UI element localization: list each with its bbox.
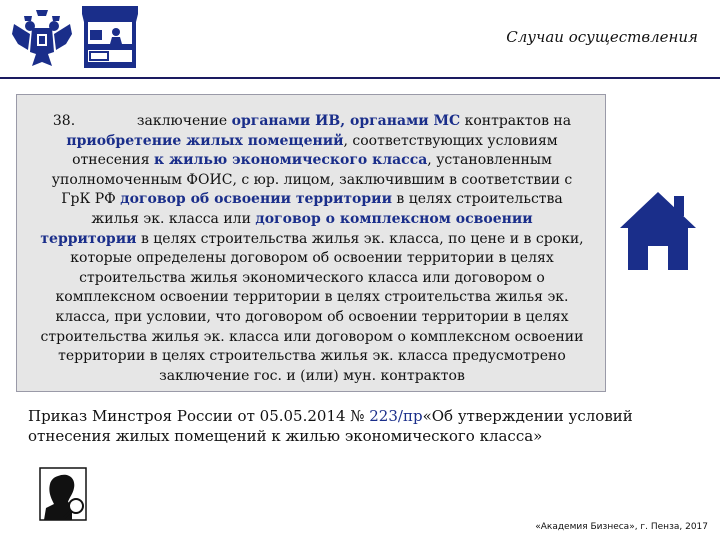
main-line (22, 328, 602, 348)
page-title: Случаи осуществления (506, 28, 698, 46)
highlighted-term: к жилью экономического класса (153, 152, 428, 169)
main-line (22, 210, 602, 230)
text-fragment: заключение гос. и (или) мун. контрактов (159, 367, 465, 384)
text-fragment: которые определены договором об освоении территории в целях (70, 250, 554, 267)
main-paragraph (22, 112, 602, 386)
main-line (22, 132, 602, 152)
text-fragment: в целях строительства жилья эк. класса, по цене и в сроки, (136, 230, 584, 247)
order-before: Приказ Минстроя России от 05.05.2014 № (28, 407, 370, 425)
main-line (22, 308, 602, 328)
house-icon (618, 190, 698, 272)
highlighted-term: органами ИВ, органами МС (231, 113, 461, 129)
header-divider (0, 77, 720, 79)
text-fragment: строительства жилья эк. класса или договором о комплексном освоении (40, 328, 584, 345)
text-fragment: заключение (136, 113, 232, 129)
person-with-magnifier-icon (38, 466, 88, 522)
footer-credit: «Академия Бизнеса», г. Пенза, 2017 (535, 522, 708, 532)
text-fragment: в целях строительства (391, 191, 563, 208)
main-line (22, 347, 602, 367)
service-kiosk-icon (80, 4, 140, 70)
coat-of-arms-icon (10, 6, 74, 70)
text-fragment: класса, при условии, что договором об освоении территории в целях (55, 308, 569, 325)
main-line (22, 367, 602, 387)
main-line (22, 171, 602, 191)
main-line (22, 190, 602, 210)
text-fragment: , установленным (427, 152, 552, 169)
text-fragment: уполномоченным ФОИС, с юр. лицом, заключившим в соответствии с (51, 171, 573, 188)
highlighted-term: договор об освоении территории (120, 191, 392, 208)
text-fragment: территории в целях строительства жилья эк. класса предусмотрено (58, 348, 566, 365)
text-fragment: строительства жилья экономического класса или договором о (79, 269, 545, 286)
main-line (22, 230, 602, 250)
order-reference (28, 406, 708, 446)
highlighted-term: территории (40, 230, 137, 247)
main-line (22, 249, 602, 269)
main-line (22, 269, 602, 289)
order-title: «Об утверждении условий отнесения жилых помещений к жилью экономического класса» (28, 407, 633, 445)
text-fragment: отнесения (72, 152, 154, 169)
main-line (22, 288, 602, 308)
highlighted-term: приобретение жилых помещений (66, 132, 344, 149)
highlighted-term: договор о комплексном освоении (255, 210, 533, 227)
main-line (22, 151, 602, 171)
text-fragment: , соответствующих условиям (343, 132, 558, 149)
text-fragment: контрактов на (460, 113, 572, 129)
order-number: 223/пр (369, 407, 423, 425)
item-number: 38. (52, 113, 76, 129)
text-fragment: жилья эк. класса или (91, 210, 256, 227)
text-fragment: ГрК РФ (61, 191, 121, 208)
text-fragment: комплексном освоении территории в целях строительства жилья эк. (55, 289, 569, 306)
main-line (22, 112, 602, 132)
